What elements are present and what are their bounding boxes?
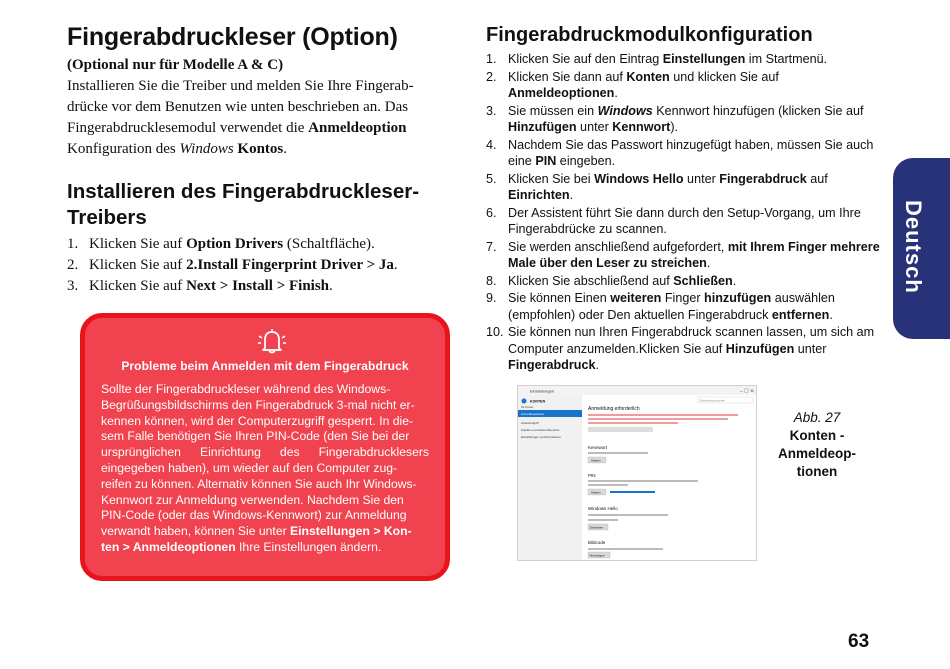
- section-title: Windows Hello: [588, 506, 618, 511]
- sidebar-item: Einstellungen synchronisieren: [521, 435, 561, 439]
- caption-label: Konten - Anmeldeop- tionen: [777, 428, 856, 479]
- page-title: Fingerabdruckleser (Option): [67, 23, 398, 51]
- list-item: 4. Nachdem Sie das Passwort hinzugefügt haben, müssen Sie auch eine PIN eingeben.: [486, 137, 874, 168]
- search-placeholder: Einstellung suchen: [700, 398, 726, 403]
- model-note: (Optional nur für Modelle A & C): [67, 57, 284, 73]
- list-item: 7. Sie werden anschließend aufgefordert, mit Ihrem Finger mehrere Male über den Leser zu streichen.: [486, 239, 880, 270]
- section-title: Bildcode: [588, 540, 606, 545]
- list-item: 1. Klicken Sie auf Option Drivers (Schaltfläche).: [67, 236, 375, 252]
- intro-line: drücke vor dem Benutzen wie unten beschrieben an. Das: [67, 99, 409, 115]
- right-column: [486, 22, 881, 375]
- svg-text:Ändern: Ändern: [591, 458, 601, 463]
- intro-line: Installieren Sie die Treiber und melden Sie Ihre Fingerab-: [67, 78, 414, 94]
- list-item: 8. Klicken Sie abschließend auf Schließen.: [486, 273, 737, 288]
- svg-text:Hinzufügen: Hinzufügen: [589, 553, 605, 558]
- list-item: 6. Der Assistent führt Sie dann durch den Setup-Vorgang, um Ihre Fingerabdrücke zu scannen.: [486, 205, 861, 236]
- list-item: 1. Klicken Sie auf den Eintrag Einstellungen im Startmenü.: [486, 52, 828, 66]
- window-controls-icon: – ☐ ✕: [740, 388, 755, 395]
- caption-number: Abb. 27: [793, 410, 841, 425]
- install-heading: Installieren des Fingerabdruckleser-Treibers: [67, 180, 420, 229]
- sidebar-item: Arbeitszugriff: [521, 421, 539, 425]
- warning-line: ursprünglichen Einrichtung des Fingerabdrucklesers: [101, 445, 429, 460]
- intro-paragraph: [67, 76, 464, 160]
- warning-line: kennen können, wird der Computerzugriff gesperrt. In die-: [101, 413, 414, 428]
- warning-body: [101, 382, 429, 556]
- content-heading: Anmeldung erforderlich: [588, 406, 640, 412]
- warning-line: verwandt haben, können Sie unter Einstellungen > Kon-: [101, 524, 412, 539]
- breadcrumb: KONTEN: [530, 399, 546, 404]
- config-heading: Fingerabdruckmodulkonfiguration: [486, 24, 813, 46]
- list-item: 9. Sie können Einen weiteren Finger hinzufügen auswählen (empfohlen) oder Den aktuellen Fingerabdruck entfernen.: [486, 291, 835, 322]
- warning-line: eingegeben haben), um wieder auf den Computer zug-: [101, 460, 398, 475]
- warning-line: Sollte der Fingerabdruckleser während des Windows-: [101, 382, 391, 396]
- warning-line: ten > Anmeldeoptionen Ihre Einstellungen ändern.: [101, 539, 382, 554]
- section-title: Kennwort: [588, 445, 608, 450]
- warning-box: [80, 313, 450, 581]
- list-item: 3. Sie müssen ein Windows Kennwort hinzufügen (klicken Sie auf Hinzufügen unter Kennwort).: [486, 103, 864, 134]
- warning-line: sem Falle benötigen Sie Ihren PIN-Code (den Sie bei der: [101, 429, 410, 444]
- list-item: 2. Klicken Sie dann auf Konten und klicken Sie auf Anmeldeoptionen.: [486, 69, 779, 100]
- warning-title: Probleme beim Anmelden mit dem Fingerabdruck: [121, 359, 409, 373]
- left-column: [67, 22, 464, 297]
- language-tab-label: Deutsch: [901, 200, 926, 294]
- settings-window: [518, 386, 756, 560]
- warning-bell-icon: [255, 326, 289, 354]
- sidebar-item: Familie und andere Benutzer: [521, 428, 560, 432]
- warning-line: Begrüßungsbildschirms den Fingerabdruck 3-mal nicht er-: [101, 397, 415, 412]
- sidebar-item: Ihr Konto: [521, 405, 534, 409]
- svg-text:Einrichten: Einrichten: [590, 525, 604, 530]
- list-item: 2. Klicken Sie auf 2.Install Fingerprint Driver > Ja.: [67, 257, 398, 273]
- window-title: Einstellungen: [530, 388, 555, 394]
- warning-line: reifen zu können. Alternativ können Sie auch Ihr Windows-: [101, 476, 417, 491]
- intro-line: Fingerabdrucklesemodul verwendet die Anmeldeoption: [67, 120, 407, 136]
- config-steps: [486, 51, 881, 373]
- install-steps: [67, 234, 464, 297]
- intro-line: Konfiguration des Windows Kontos.: [67, 141, 288, 157]
- warning-line: Kennwort zur Anmeldung verwenden. Nachdem Sie den: [101, 492, 404, 507]
- list-item: 5. Klicken Sie bei Windows Hello unter Fingerabdruck auf Einrichten.: [486, 171, 828, 202]
- list-item: 3. Klicken Sie auf Next > Install > Finish.: [67, 278, 333, 294]
- svg-text:Ändern: Ändern: [591, 490, 601, 495]
- list-item: 10. Sie können nun Ihren Fingerabdruck scannen lassen, um sich am Computer anzumelden.Klicken Sie auf Hinzufügen unter Fingerabdruck.: [486, 325, 875, 372]
- page-number: 63: [848, 631, 870, 652]
- sidebar-item-selected: Anmeldeoptionen: [521, 412, 545, 416]
- warning-line: PIN-Code (oder das Windows-Kennwort) zur Anmeldung: [101, 508, 407, 523]
- gear-icon: [522, 399, 527, 404]
- settings-screenshot: [517, 385, 757, 561]
- section-title: PIN: [588, 473, 596, 478]
- figure-caption: [770, 409, 864, 481]
